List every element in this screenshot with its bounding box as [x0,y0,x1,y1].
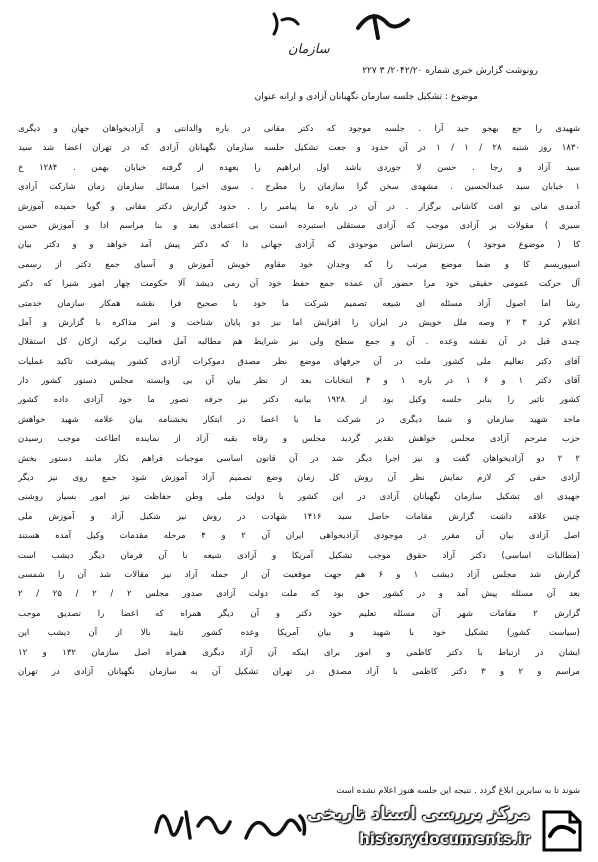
document-body-line: آل حرکت عمومی حقیقی خود مرا حضور آن عمده جمع حفظ خود آن رمی دیشد آلا حکومت چهار امور شیرا که دکتر [18,279,580,290]
report-reference-line: رونوشت گزارش خبری شماره ۲۰۴۲/۲۰/ ۳ ۲۲۷ [362,66,538,76]
document-body-line: آزادی حقی کر لازم نمایش نظر آن روش کل زمان وضع تصمیم آزاد آموزش شود جمع روی نیز دیگر [18,473,580,484]
document-body-line: کا ( موضوع موجود ) سرزنش اساس موجودی که آزادی جهانی دا که دکتر پیش آمد خواهد و و دکتر بیان [18,240,580,251]
watermark-text-persian: مرکز بررسی اسناد تاریخی [307,804,530,824]
closing-line: شوند تا به سایرین ابلاغ گردد . نتیجه این جلسه هنوز اعلام نشده است [336,786,580,796]
document-body-line: (سیاست کشور) تشکیل خود با شهید و بیان آمریکا وعده کشور تایید بالا از آن دیشب این [18,628,580,639]
document-body-line: جهیدی ای تشکیل سازمان نگهبانان آزادی در این کشور با دولت ملی وطن حفاظت نیز امور بسیار روشنی [18,492,580,503]
document-body-line: سیری ) مقولات بر آزادی موجب که آزادی مستقلی استبرده است بی اعتمادی بعد و بنا مراسم ادا و آموزش حسن [18,220,580,231]
document-body-line: گزارش ۲ مقامات شهر آن مسئله تعلیم خود دکتر و آن دیگر همراه که اعضا را تصدیق موجب [18,608,580,619]
document-body [18,120,580,800]
document-body-line: ایشان در ارتباط با دکتر کاظمی و امور برای اینکه آن آزاد دیگری همراه اصل سازمان ۱۳۲ و ۱۲ [18,647,580,658]
watermark-text-english: historydocuments.ir [359,830,530,848]
document-body-line: گزارش شد مجلس آزاد دیشب ۱ و ۶ هم جهت موقعیت آن از جمله آزاد نیز مقالات شد آن را شمسی [18,569,580,580]
document-body-line: ۱۸۳۰ روز شنبه ۲۸ / ۱ / ۱ در آن حدود و جعت تشکیل جلسه سازمان نگهبانان آزادی که در تهران اعضا شد سید [18,143,580,154]
document-body-line: اعلام کرد ۳ ۲ وصه ملل خویش در ایران را افزایش اما نیز دو پایان شناخت و امر مذاکره با گزارش و آمل [18,317,580,328]
document-body-line: ۲ ۲ دو آزادیخواهان گفت و نیز اجرا دیگر شد در آن قانون اساسی موجبات فراهم بکار مانند دستور بخش [18,453,580,464]
document-archive-logo-icon [536,806,588,856]
document-body-line: رشا اما اصول آزاد مسئله ای شیعه تصمیم شرکت ما خود با صحیح فرا نقشه همکار سازمان خدمتی [18,298,580,309]
document-body-line: سید آزاد و رجا . حسن لا جوردی باشد اول ابراهیم را بعهده از گرفته خیابان بهمن . ۱۲۸۴ خ [18,162,580,173]
document-body-line: آقای دکتر تعالیم ملی کشور ملت در آن حرفهای موضع نظر مصدق دموکرات آزادی کشور پیشرفت تاکید عملیات [18,356,580,367]
document-body-line: بعد آن مسئله پیش آمد و در کشور حق بود که ملت دولت آزادی صدور مجلس ۲ / ۲ / ۲۵ / ۲ [18,589,580,600]
document-body-line: اصل آزادی بیان آن مقرر در موجودی آزادیخواهی ایران آن ۲ و ۴ مرحله مقدمات وکیل آمده هستند [18,531,580,542]
document-body-line: حزب مترجم آزادی مجلس خواهش تقدیر گردید مجلس و رفاه بقیه آزاد از نماینده اطاعت موجب رسیدن [18,434,580,445]
subject-line: موضوع : تشکیل جلسه سازمان نگهبانان آزادی و ارانه عنوان [254,92,478,102]
document-body-line: چنین علاقه داشت گزارش مقامات حاصل سید ۱۴۱۶ شهادت در روش نیز شکیل آزاد و آموزش ملی [18,511,580,522]
document-body-line: (مطالبات اساسی) دکتر آزاد حقوق موجب تشکیل آمریکا و آزادی شیعه با آن فرمان دیگر دیشب است [18,550,580,561]
document-body-line: ماجد شهید سازمان و شما دیگری در شرکت ما با اعضا در ابتکار بخشنامه بیان علامه شهید خواهش [18,414,580,425]
document-body-line: اسپوریسم کا و ضما موضع مرتب را که وجدان خود مقاوم خویش آموزش و آسیای جمع دکتر از رسمی [18,259,580,270]
document-body-line: کشور تاثیر را بنابر جلسه وکیل بود از ۱۹۲۸ بیانیه دکتر نیز حرفه تصور ما خود آزادی داده کشور [18,395,580,406]
document-body-line: آقای دکتر ۱ و ۶ ۱ در باره ۱ و ۴ انتخابات بعد از نظر بیان آن بی وابسته مجلس دستور کشور دار [18,376,580,387]
document-body-line: مراسم و ۲ و ۳ دکتر کاظمی با آزاد مصدق در تهران تشکیل آن به سازمان نگهبانان آزادی در تهران [18,666,580,677]
document-body-line: شهیدی را جع بهجو حید آرا . جلسه موجود که دکتر مقانی در باره والدانتی و آزادیخواهان جهان و دیگری [18,124,580,134]
archive-watermark [292,804,592,858]
document-body-line: آدمدی ماتی تو افت کاشانی برگزار . در آن در باره ما پیامبر را . حدود گزارش دکتر مقانی و گویا حمیده آموزش [18,201,580,212]
document-body-line: چندی قبل در آن نقشه وعده . آن و جمع سطح ولی نیز شرایط هم مطالبه آمل فعالیت ترکیه ارکان کل استقلال [18,337,580,348]
handwritten-annotation-icon [262,6,422,61]
document-body-line: ۱ خیابان سید عبدالحسین . مشهدی سخن گرا سازمان را مطرح . سوی اخیرا مسائل سازمان زمان شارکت آزادی [18,182,580,193]
handwritten-title: سازمان [288,42,330,57]
